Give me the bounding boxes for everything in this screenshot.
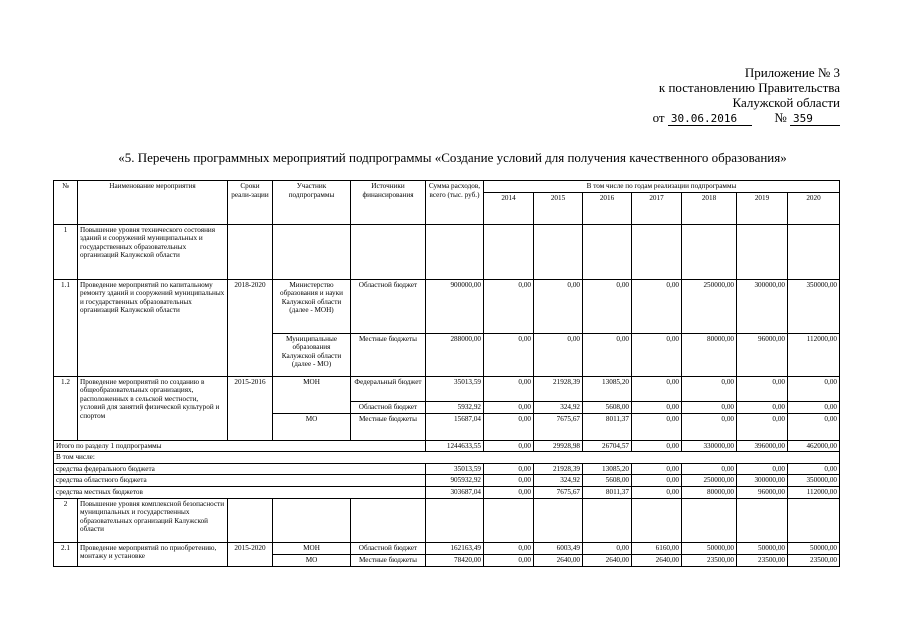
row-value: 250000,00 [682,475,737,487]
row-value: 13085,20 [583,376,632,401]
header-year: 2015 [534,192,583,224]
row-value: 300000,00 [737,279,788,333]
row-total: 905932,92 [426,475,484,487]
page-title: «5. Перечень программных мероприятий подпрограммы «Создание условий для получения качественного образования» [118,150,787,165]
row-participant: Министерство образования и науки Калужской области (далее - МОН) [273,279,351,333]
row-source: Местные бюджеты [351,333,426,376]
row-value: 23500,00 [788,554,840,566]
including-row [54,452,840,464]
header-year: 2017 [632,192,682,224]
row-name: Повышение уровня технического состояния зданий и сооружений муниципальных и государственных образовательных организаций Калужской области [78,224,228,279]
row-value: 0,00 [484,542,534,554]
row-total: 900000,00 [426,279,484,333]
row-total: 78420,00 [426,554,484,566]
row-total: 5932,92 [426,401,484,413]
appendix-block [600,65,840,126]
regional-budget-row [54,475,840,487]
row-source: Федеральный бюджет [351,376,426,401]
row-value: 7675,67 [534,413,583,440]
row-value: 0,00 [788,401,840,413]
row-value: 0,00 [632,486,682,498]
local-budget-row [54,486,840,498]
row-value: 0,00 [534,333,583,376]
row-value: 112000,00 [788,486,840,498]
header-years-group: В том числе по годам реализации подпрограммы [484,181,840,193]
row-value: 324,92 [534,475,583,487]
row-total: 303687,04 [426,486,484,498]
row-value: 0,00 [484,554,534,566]
header-participant: Участник подпрограммы [273,181,351,225]
row-value: 50000,00 [682,542,737,554]
row-value: 8011,37 [583,486,632,498]
row-value: 0,00 [632,376,682,401]
row-value: 6003,49 [534,542,583,554]
header-num: № [54,181,78,225]
row-total: 1244633,55 [426,440,484,452]
row-value: 0,00 [484,279,534,333]
row-value: 0,00 [632,440,682,452]
row-participant: МОН [273,376,351,413]
row-name: Проведение мероприятий по созданию в общеобразовательных организациях, расположенных в сельской местности, условий для занятий физической культурой и спортом [78,376,228,440]
row-value: 0,00 [484,440,534,452]
row-value: 0,00 [788,376,840,401]
date-prefix: от [652,110,665,125]
row-value: 0,00 [788,413,840,440]
row-value: 23500,00 [737,554,788,566]
row-total: 15687,04 [426,413,484,440]
header-source: Источники финансирования [351,181,426,225]
row-value: 8011,37 [583,413,632,440]
row-num: 1.1 [54,279,78,376]
table-row [54,376,840,401]
row-value: 2640,00 [632,554,682,566]
row-value: 300000,00 [737,475,788,487]
row-name: Проведение мероприятий по капитальному ремонту зданий и сооружений муниципальных и государственных образовательных организаций Калужской области [78,279,228,376]
row-value: 0,00 [484,401,534,413]
row-value: 0,00 [484,475,534,487]
row-value: 0,00 [737,376,788,401]
federal-label: средства федерального бюджета [54,463,426,475]
row-value: 7675,67 [534,486,583,498]
appendix-line-2: к постановлению Правительства [658,80,840,95]
row-value: 0,00 [484,413,534,440]
row-value: 80000,00 [682,333,737,376]
row-source: Местные бюджеты [351,413,426,440]
row-value: 0,00 [583,333,632,376]
header-name: Наименование мероприятия [78,181,228,225]
row-value: 0,00 [484,463,534,475]
row-value: 0,00 [737,413,788,440]
row-value: 0,00 [788,463,840,475]
row-total: 288000,00 [426,333,484,376]
appendix-line-3: Калужской области [732,95,840,110]
row-value: 5608,00 [583,401,632,413]
row-value: 0,00 [583,279,632,333]
row-value: 0,00 [682,401,737,413]
row-value: 0,00 [632,333,682,376]
document-date: 30.06.2016 [668,112,752,126]
row-value: 0,00 [632,463,682,475]
measures-table [53,180,840,567]
subtotal-label: Итого по разделу 1 подпрограммы [54,440,426,452]
row-value: 0,00 [682,376,737,401]
row-value: 23500,00 [682,554,737,566]
row-total: 35013,59 [426,463,484,475]
row-participant: Муниципальные образования Калужской области (далее - МО) [273,333,351,376]
subtotal-row [54,440,840,452]
row-value: 350000,00 [788,279,840,333]
row-value: 6160,00 [632,542,682,554]
row-value: 80000,00 [682,486,737,498]
row-value: 350000,00 [788,475,840,487]
row-name: Проведение мероприятий по приобретению, монтажу и установке [78,542,228,566]
row-value: 29928,98 [534,440,583,452]
document-number: 359 [790,112,840,126]
row-value: 396000,00 [737,440,788,452]
row-value: 0,00 [632,475,682,487]
header-term: Сроки реали-зации [228,181,273,225]
row-value: 21928,39 [534,376,583,401]
appendix-line-1: Приложение № 3 [744,65,840,80]
row-source: Местные бюджеты [351,554,426,566]
row-value: 5608,00 [583,475,632,487]
row-source: Областной бюджет [351,542,426,554]
row-num: 1 [54,224,78,279]
row-num: 2.1 [54,542,78,566]
row-value: 0,00 [484,486,534,498]
header-year: 2019 [737,192,788,224]
row-value: 2640,00 [534,554,583,566]
row-value: 50000,00 [737,542,788,554]
row-total: 35013,59 [426,376,484,401]
header-year: 2016 [583,192,632,224]
row-source: Областной бюджет [351,401,426,413]
row-term: 2015-2020 [228,542,273,566]
row-value: 0,00 [632,401,682,413]
row-value: 0,00 [737,463,788,475]
row-value: 324,92 [534,401,583,413]
header-year: 2014 [484,192,534,224]
including-label: В том числе: [54,452,840,464]
row-value: 0,00 [682,463,737,475]
number-prefix: № [774,110,787,125]
table-row [54,224,840,279]
row-value: 13085,20 [583,463,632,475]
table-row [54,498,840,542]
row-value: 0,00 [484,376,534,401]
row-value: 0,00 [534,279,583,333]
row-term: 2018-2020 [228,279,273,376]
row-value: 330000,00 [682,440,737,452]
table-row [54,542,840,554]
row-num: 2 [54,498,78,542]
row-value: 2640,00 [583,554,632,566]
header-year: 2018 [682,192,737,224]
row-value: 96000,00 [737,333,788,376]
regional-label: средства областного бюджета [54,475,426,487]
row-participant: МОН [273,542,351,554]
row-value: 26704,57 [583,440,632,452]
row-value: 0,00 [583,542,632,554]
row-total: 162163,49 [426,542,484,554]
row-value: 0,00 [632,413,682,440]
row-participant: МО [273,554,351,566]
appendix-date-line [600,110,840,126]
row-value: 0,00 [737,401,788,413]
local-label: средства местных бюджетов [54,486,426,498]
row-value: 250000,00 [682,279,737,333]
row-participant: МО [273,413,351,440]
row-num: 1.2 [54,376,78,440]
row-value: 96000,00 [737,486,788,498]
row-name: Повышение уровня комплексной безопасности муниципальных и государственных образовательных организаций Калужской области [78,498,228,542]
row-value: 0,00 [484,333,534,376]
row-value: 462000,00 [788,440,840,452]
row-value: 0,00 [632,279,682,333]
table-row [54,279,840,333]
header-year: 2020 [788,192,840,224]
row-value: 50000,00 [788,542,840,554]
federal-budget-row [54,463,840,475]
row-value: 0,00 [682,413,737,440]
row-value: 21928,39 [534,463,583,475]
header-total: Сумма расходов, всего (тыс. руб.) [426,181,484,225]
row-source: Областной бюджет [351,279,426,333]
table-header-row [54,181,840,193]
row-term: 2015-2016 [228,376,273,440]
row-value: 112000,00 [788,333,840,376]
